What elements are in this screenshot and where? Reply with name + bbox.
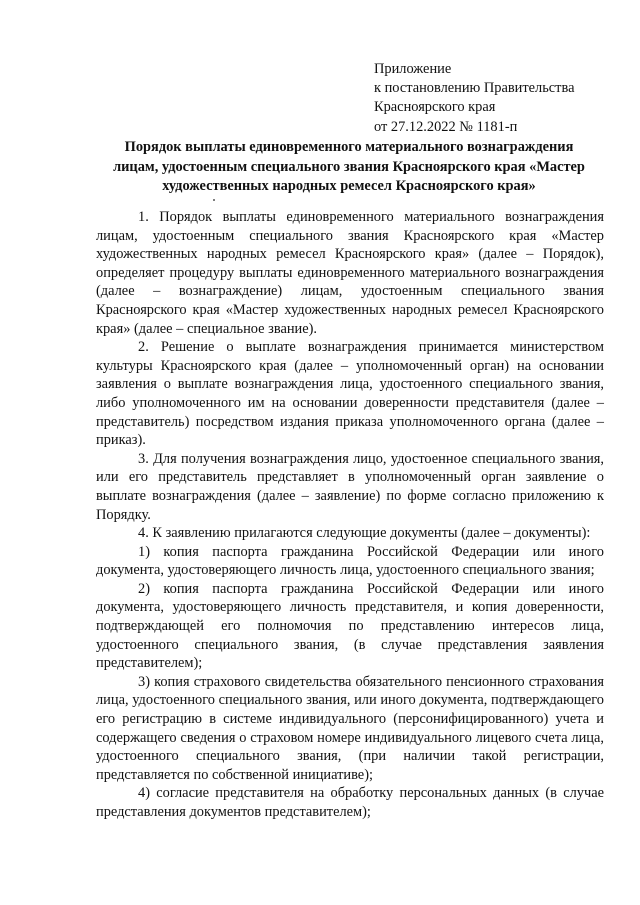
scan-speck (213, 199, 215, 201)
title-line: Порядок выплаты единовременного материального вознаграждения (124, 139, 574, 155)
appendix-line: к постановлению Правительства (374, 80, 575, 97)
appendix-line: Красноярского края (374, 99, 496, 116)
appendix-line: от 27.12.2022 № 1181-п (374, 118, 518, 135)
title-line: лицам, удостоенным специального звания Красноярского края «Мастер (113, 158, 585, 175)
document-body (96, 208, 604, 822)
appendix-line: Приложение (374, 61, 452, 77)
paragraph-2: 2. Решение о выплате вознаграждения принимается министерством культуры Красноярского края (далее – уполномоченный орган) на основании заявления о выплате вознаграждения лица, удостоенного специального звания, либо уполномоченного им на основании доверенности представителя (далее – представитель) посредством издания приказа уполномоченного органа (далее – приказ). (96, 339, 604, 449)
list-item-3: 3) копия страхового свидетельства обязательного пенсионного страхования лица, удостоенного специального звания, или иного документа, подтверждающего его регистрацию в системе индивидуального (персонифицированного) учета и содержащего сведения о страховом номере индивидуального лицевого счета лица, удостоенного специального звания, (при наличии такой регистрации, представляется по собственной инициативе); (96, 673, 604, 783)
list-item-4: 4) согласие представителя на обработку персональных данных (в случае представления документов представителем); (96, 785, 604, 820)
paragraph-3: 3. Для получения вознаграждения лицо, удостоенное специального звания, или его представитель представляет в уполномоченный орган заявление о выплате вознаграждения (далее – заявление) по форме согласно приложению к Порядку. (96, 450, 604, 523)
title-line: художественных народных ремесел Красноярского края» (162, 178, 536, 194)
paragraph-1: 1. Порядок выплаты единовременного материального вознаграждения лицам, удостоенным специального звания Красноярского края «Мастер художественных народных ремесел Красноярского края» (далее – Порядок), определяет процедуру выплаты единовременного материального вознаграждения (далее – вознаграждение) лицам, удостоенным специального звания Красноярского края «Мастер художественных народных ремесел Красноярского края» (далее – специальное звание). (96, 209, 604, 337)
list-item-1: 1) копия паспорта гражданина Российской Федерации или иного документа, удостоверяющего личность лица, удостоенного специального звания; (96, 543, 604, 579)
document-title (92, 138, 606, 197)
appendix-header (374, 60, 624, 137)
paragraph-4: 4. К заявлению прилагаются следующие документы (далее – документы): (138, 525, 591, 542)
list-item-2: 2) копия паспорта гражданина Российской Федерации или иного документа, удостоверяющего личность представителя, и копия доверенности, подтверждающей его полномочия по представлению интересов лица, удостоенного специального звания, (в случае представления заявления представителем); (96, 580, 604, 672)
